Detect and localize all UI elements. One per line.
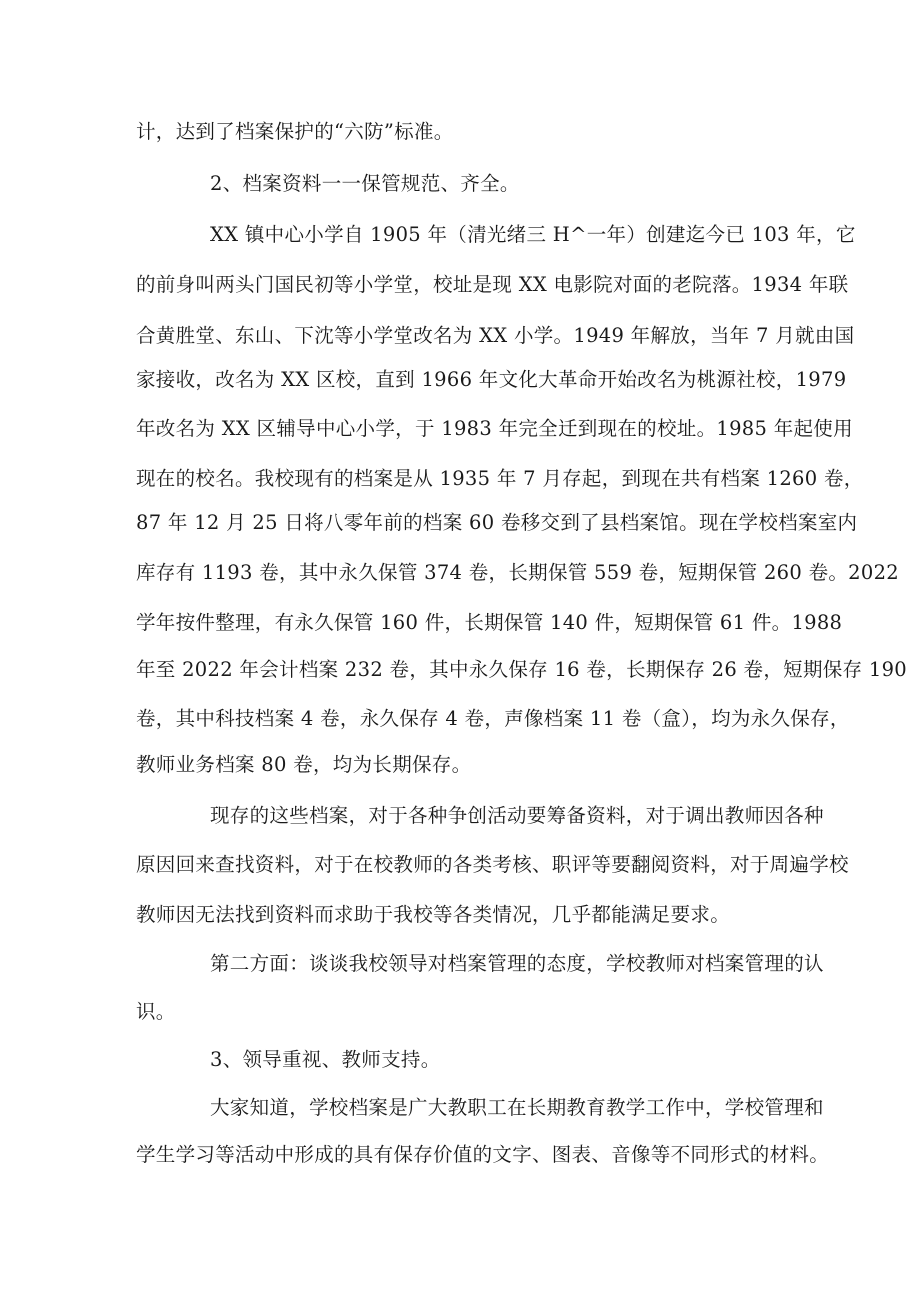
section-heading: 3、领导重视、教师支持。: [210, 1048, 441, 1071]
paragraph-line: 年至 2022 年会计档案 232 卷，其中永久保存 16 卷，长期保存 26 卷，短期保存 190: [136, 658, 907, 681]
section-heading: 2、档案资料一一保管规范、齐全。: [210, 172, 520, 195]
paragraph-line: 学年按件整理，有永久保管 160 件，长期保管 140 件，短期保管 61 件。1988: [136, 611, 843, 634]
paragraph-line: 大家知道，学校档案是广大教职工在长期教育教学工作中，学校管理和: [210, 1096, 824, 1119]
paragraph-line: 学生学习等活动中形成的具有保存价值的文字、图表、音像等不同形式的材料。: [136, 1143, 830, 1166]
paragraph-line: 识。: [136, 1000, 176, 1023]
paragraph-line: 库存有 1193 卷，其中永久保管 374 卷，长期保管 559 卷，短期保管 260 卷。2022: [136, 561, 899, 584]
paragraph-line: 计，达到了档案保护的“六防”标准。: [136, 120, 454, 143]
paragraph-line: 现存的这些档案，对于各种争创活动要筹备资料，对于调出教师因各种: [210, 804, 824, 827]
paragraph-line: 卷，其中科技档案 4 卷，永久保存 4 卷，声像档案 11 卷（盒），均为永久保存，: [136, 707, 850, 730]
paragraph-line: 原因回来查找资料，对于在校教师的各类考核、职评等要翻阅资料，对于周遍学校: [136, 853, 849, 876]
paragraph-line: 现在的校名。我校现有的档案是从 1935 年 7 月存起，到现在共有档案 1260 卷，: [136, 467, 864, 490]
paragraph-line: XX 镇中心小学自 1905 年（清光绪三 H^一年）创建迄今已 103 年，它: [210, 223, 856, 246]
paragraph-line: 年改名为 XX 区辅导中心小学，于 1983 年完全迁到现在的校址。1985 年起使用: [136, 417, 853, 440]
paragraph-line: 87 年 12 月 25 日将八零年前的档案 60 卷移交到了县档案馆。现在学校档案室内: [136, 511, 858, 534]
paragraph-line: 的前身叫两头门国民初等小学堂，校址是现 XX 电影院对面的老院落。1934 年联: [136, 273, 849, 296]
paragraph-line: 教师因无法找到资料而求助于我校等各类情况，几乎都能满足要求。: [136, 903, 731, 926]
paragraph-line: 合黄胜堂、东山、下沈等小学堂改名为 XX 小学。1949 年解放，当年 7 月就由国: [136, 324, 855, 347]
paragraph-line: 家接收，改名为 XX 区校，直到 1966 年文化大革命开始改名为桃源社校，1979: [136, 368, 847, 391]
paragraph-line: 第二方面：谈谈我校领导对档案管理的态度，学校教师对档案管理的认: [210, 952, 824, 975]
paragraph-line: 教师业务档案 80 卷，均为长期保存。: [136, 753, 472, 776]
